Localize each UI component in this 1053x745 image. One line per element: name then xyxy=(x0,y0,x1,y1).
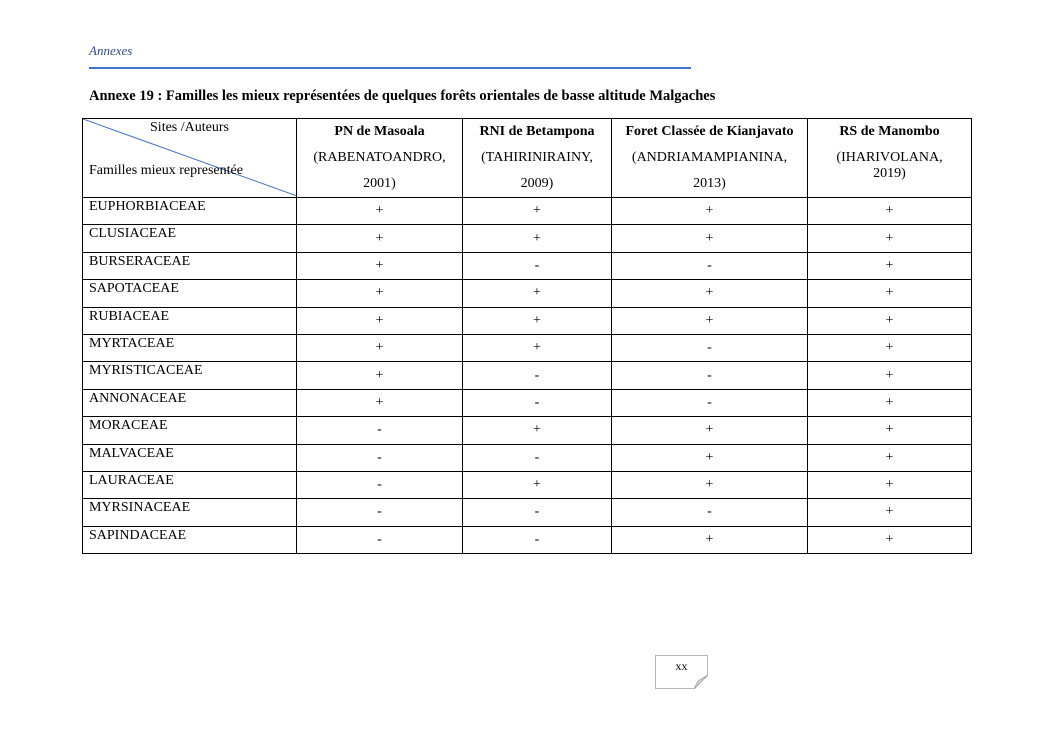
presence-cell: + xyxy=(808,334,972,361)
table-row xyxy=(83,225,972,252)
table-row xyxy=(83,499,972,526)
presence-cell: - xyxy=(297,526,463,553)
presence-cell: + xyxy=(808,307,972,334)
presence-cell: + xyxy=(463,471,612,498)
presence-cell: + xyxy=(297,307,463,334)
family-name: MALVACEAE xyxy=(83,444,297,471)
presence-cell: + xyxy=(808,499,972,526)
family-name: EUPHORBIACEAE xyxy=(83,198,297,225)
folded-corner-icon xyxy=(694,675,708,689)
presence-cell: + xyxy=(808,444,972,471)
presence-cell: - xyxy=(612,499,808,526)
presence-cell: + xyxy=(612,444,808,471)
site-year: 2001) xyxy=(363,176,396,191)
presence-cell: + xyxy=(297,389,463,416)
families-table xyxy=(82,118,972,554)
table-row xyxy=(83,444,972,471)
presence-cell: + xyxy=(612,198,808,225)
presence-cell: + xyxy=(612,225,808,252)
presence-cell: - xyxy=(463,444,612,471)
family-name: MORACEAE xyxy=(83,417,297,444)
presence-cell: + xyxy=(463,334,612,361)
presence-cell: + xyxy=(463,225,612,252)
family-name: BURSERACEAE xyxy=(83,252,297,279)
table-row xyxy=(83,471,972,498)
family-name: SAPOTACEAE xyxy=(83,280,297,307)
corner-header-cell xyxy=(83,119,297,198)
running-header: Annexes xyxy=(89,43,133,58)
family-name: SAPINDACEAE xyxy=(83,526,297,553)
presence-cell: + xyxy=(808,362,972,389)
site-name: RS de Manombo xyxy=(839,124,940,139)
presence-cell: - xyxy=(463,499,612,526)
site-name: Foret Classée de Kianjavato xyxy=(625,124,794,139)
page-number: xx xyxy=(675,659,688,673)
corner-label-families: Familles mieux representée xyxy=(89,163,243,178)
family-name: LAURACEAE xyxy=(83,471,297,498)
presence-cell: - xyxy=(463,389,612,416)
site-name: PN de Masoala xyxy=(334,124,425,139)
family-name: ANNONACEAE xyxy=(83,389,297,416)
site-year: 2013) xyxy=(693,176,726,191)
site-author: (IHARIVOLANA, xyxy=(836,150,943,165)
presence-cell: + xyxy=(612,526,808,553)
family-name: RUBIACEAE xyxy=(83,307,297,334)
presence-cell: + xyxy=(808,280,972,307)
site-name: RNI de Betampona xyxy=(479,124,595,139)
table-row xyxy=(83,307,972,334)
presence-cell: + xyxy=(808,225,972,252)
presence-cell: + xyxy=(808,526,972,553)
column-header-site xyxy=(463,119,612,198)
presence-cell: - xyxy=(297,499,463,526)
presence-cell: + xyxy=(463,307,612,334)
table-caption: Annexe 19 : Familles les mieux représentées de quelques forêts orientales de basse altitude Malgaches xyxy=(89,88,716,104)
table-row xyxy=(83,389,972,416)
table-row xyxy=(83,362,972,389)
presence-cell: + xyxy=(297,225,463,252)
page-number-box xyxy=(655,655,708,689)
presence-cell: - xyxy=(297,444,463,471)
presence-cell: - xyxy=(612,334,808,361)
site-author: (ANDRIAMAMPIANINA, xyxy=(631,150,788,165)
presence-cell: + xyxy=(808,417,972,444)
presence-cell: + xyxy=(612,471,808,498)
site-author: (RABENATOANDRO, xyxy=(313,150,446,165)
family-name: MYRISTICACEAE xyxy=(83,362,297,389)
presence-cell: - xyxy=(297,471,463,498)
presence-cell: + xyxy=(297,362,463,389)
presence-cell: + xyxy=(808,389,972,416)
presence-cell: + xyxy=(808,471,972,498)
presence-cell: + xyxy=(612,417,808,444)
column-header-site xyxy=(808,119,972,198)
presence-cell: + xyxy=(297,280,463,307)
family-name: MYRSINACEAE xyxy=(83,499,297,526)
table-row xyxy=(83,198,972,225)
presence-cell: - xyxy=(463,362,612,389)
presence-cell: - xyxy=(463,252,612,279)
site-year: 2009) xyxy=(520,176,554,191)
table-row xyxy=(83,280,972,307)
table-header-row xyxy=(83,119,972,198)
corner-label-sites: Sites /Auteurs xyxy=(150,120,229,135)
family-name: CLUSIACEAE xyxy=(83,225,297,252)
presence-cell: + xyxy=(808,198,972,225)
table-row xyxy=(83,417,972,444)
site-author: (TAHIRINIRAINY, xyxy=(481,150,593,165)
presence-cell: - xyxy=(297,417,463,444)
table-row xyxy=(83,526,972,553)
family-name: MYRTACEAE xyxy=(83,334,297,361)
presence-cell: + xyxy=(297,252,463,279)
presence-cell: - xyxy=(612,362,808,389)
column-header-site xyxy=(612,119,808,198)
header-divider xyxy=(89,67,691,69)
presence-cell: + xyxy=(612,280,808,307)
presence-cell: + xyxy=(463,417,612,444)
site-year: 2019) xyxy=(873,166,906,181)
presence-cell: - xyxy=(612,252,808,279)
presence-cell: + xyxy=(463,280,612,307)
presence-cell: + xyxy=(297,198,463,225)
presence-cell: + xyxy=(297,334,463,361)
presence-cell: + xyxy=(612,307,808,334)
presence-cell: - xyxy=(612,389,808,416)
presence-cell: + xyxy=(808,252,972,279)
column-header-site xyxy=(297,119,463,198)
table-row xyxy=(83,334,972,361)
table-row xyxy=(83,252,972,279)
presence-cell: + xyxy=(463,198,612,225)
presence-cell: - xyxy=(463,526,612,553)
